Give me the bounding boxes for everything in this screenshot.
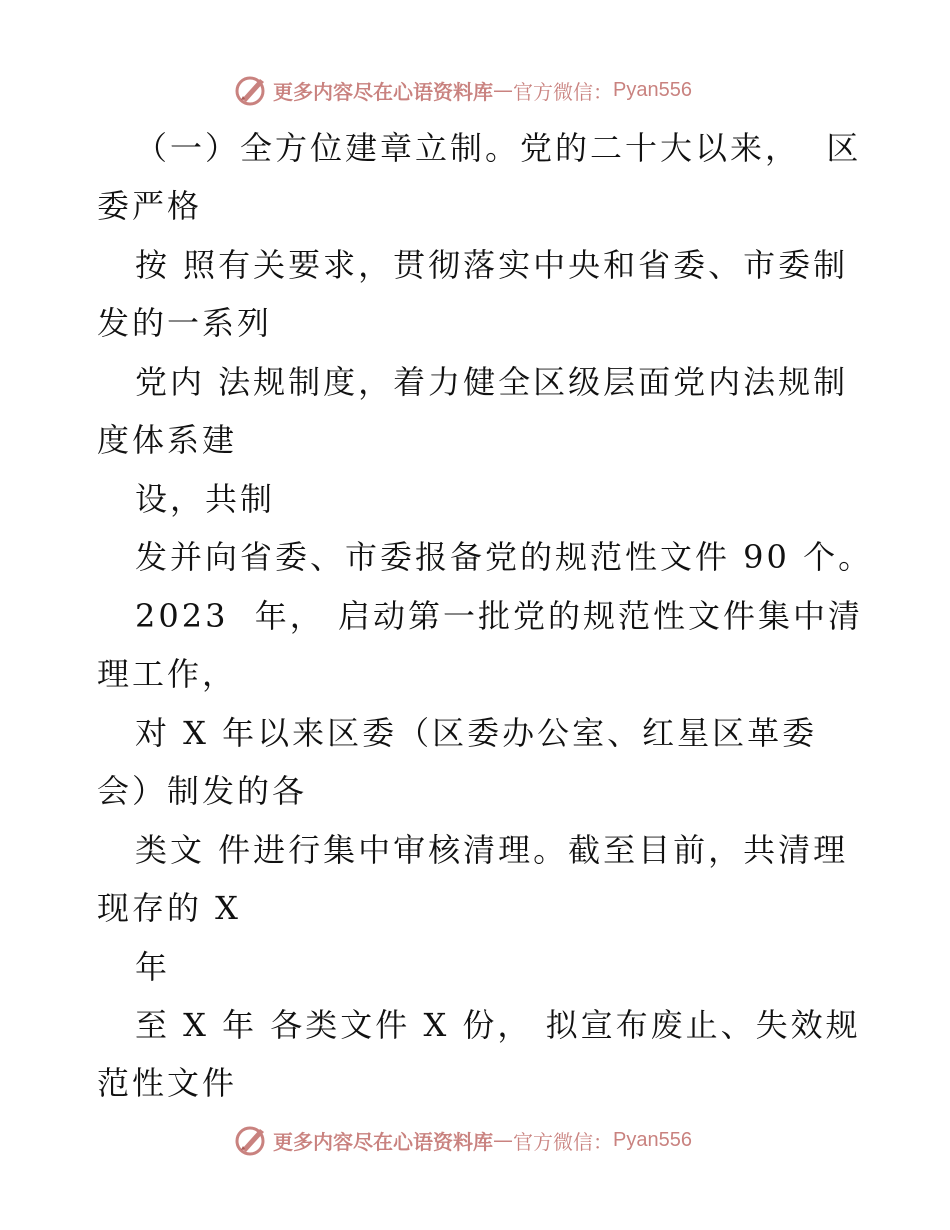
text-line: 度体系建 — [97, 421, 238, 459]
text-line: 类文 件进行集中审核清理。截至目前，共清理 — [135, 831, 849, 869]
text-line: 范性文件 — [97, 1064, 238, 1102]
text-line: 党内 法规制度，着力健全区级层面党内法规制 — [135, 363, 849, 401]
text-line: 设，共制 — [135, 480, 276, 518]
watermark-handle: Pyan556 — [613, 1128, 692, 1151]
watermark-header — [233, 72, 692, 108]
watermark-footer — [233, 1122, 692, 1158]
text-line: 理工作， — [97, 655, 238, 693]
text-line: 2023 年， 启动第一批党的规范性文件集中清 — [135, 597, 863, 635]
watermark-handle: Pyan556 — [613, 78, 692, 101]
pen-logo-icon — [233, 72, 269, 108]
watermark-main-text: 更多内容尽在心语资料库 — [273, 79, 493, 104]
text-line: 至 X 年 各类文件 X 份， 拟宣布废止、失效规 — [135, 1006, 861, 1044]
watermark-wechat-label: 官方微信： — [513, 79, 613, 104]
text-line: （一）全方位建章立制。党的二十大以来， 区 — [135, 129, 862, 167]
watermark-separator: — — [493, 1128, 513, 1152]
text-line: 会）制发的各 — [97, 772, 308, 810]
text-line: 按 照有关要求，贯彻落实中央和省委、市委制 — [135, 246, 849, 284]
watermark-separator: — — [493, 78, 513, 102]
watermark-main-text: 更多内容尽在心语资料库 — [273, 1129, 493, 1154]
text-line: 现存的 X — [97, 889, 241, 927]
watermark-wechat-label: 官方微信： — [513, 1129, 613, 1154]
text-line: 委严格 — [97, 187, 203, 225]
pen-logo-icon — [233, 1122, 269, 1158]
text-line: 发的一系列 — [97, 304, 273, 342]
text-line: 发并向省委、市委报备党的规范性文件 90 个。 — [135, 538, 874, 576]
text-line: 年 — [135, 948, 171, 986]
text-line: 对 X 年以来区委（区委办公室、红星区革委 — [135, 714, 818, 752]
